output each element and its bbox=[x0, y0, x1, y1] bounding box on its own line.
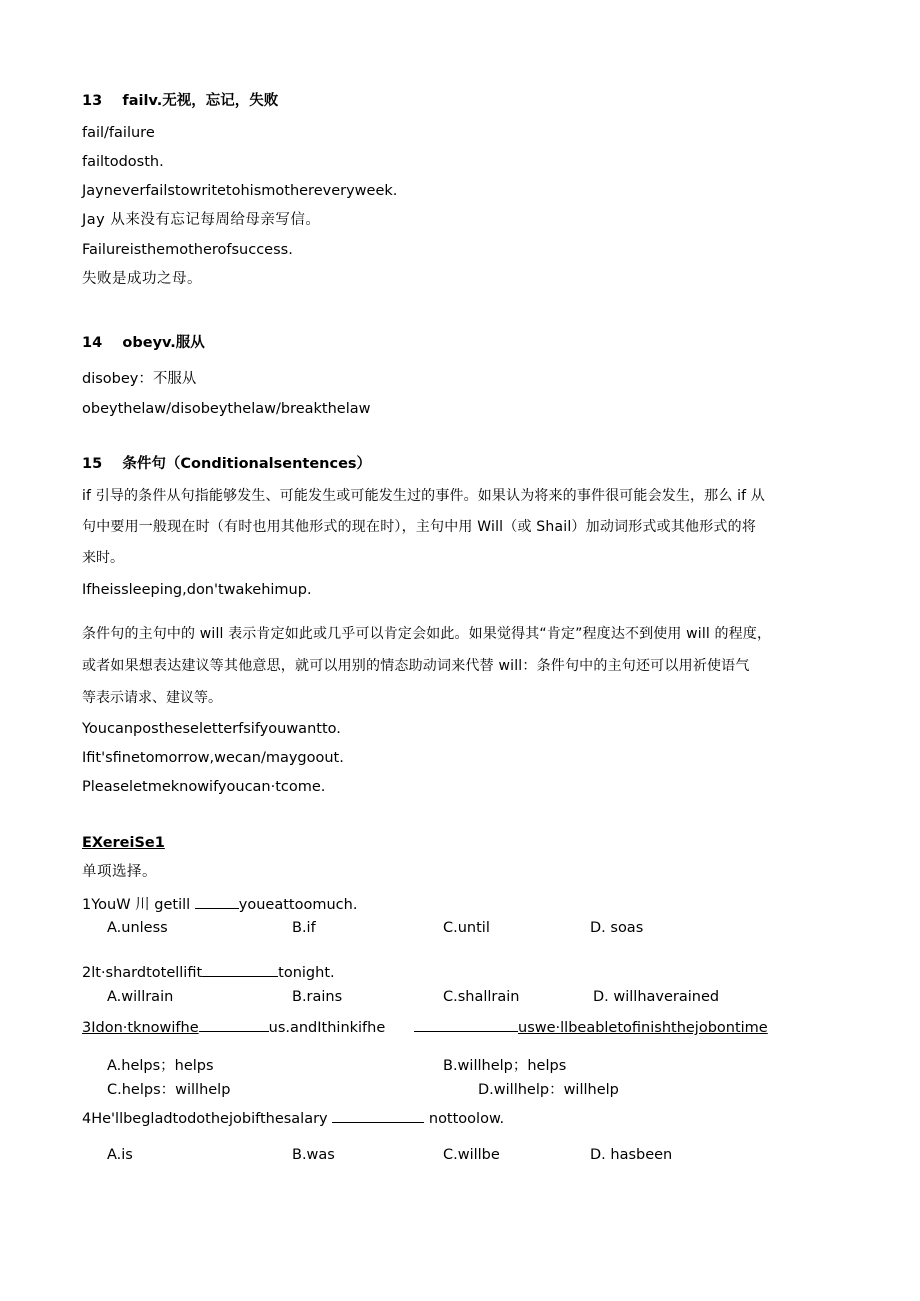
sec15-para2-line-2: 或者如果想表达建议等其他意思，就可以用别的情态助动词来代替 will：条件句中的主句还可以用祈使语气 bbox=[82, 658, 750, 674]
q4-option-a[interactable]: A.is bbox=[107, 1147, 133, 1163]
section-14-number: 14 bbox=[82, 335, 103, 351]
sec13-line-6: 失败是成功之母。 bbox=[82, 271, 202, 287]
q2-option-a[interactable]: A.willrain bbox=[107, 989, 174, 1005]
question-4 bbox=[82, 1108, 504, 1129]
q1-option-c[interactable]: C.until bbox=[443, 920, 490, 936]
q4-blank[interactable] bbox=[332, 1108, 424, 1123]
sec15-para1-line-2: 句中要用一般现在时（有时也用其他形式的现在时），主句中用 Will（或 Shail）加动词形式或其他形式的将 bbox=[82, 519, 757, 535]
q1-blank[interactable] bbox=[195, 894, 239, 909]
q3-blank-1[interactable] bbox=[199, 1017, 269, 1032]
section-13-title: failv.无视，忘记，失败 bbox=[122, 93, 279, 109]
section-15-number: 15 bbox=[82, 456, 103, 472]
section-15-heading bbox=[82, 454, 371, 474]
question-3 bbox=[82, 1017, 385, 1038]
q3-option-d[interactable]: D.willhelp：willhelp bbox=[478, 1082, 619, 1098]
q2-stem-end: tonight. bbox=[278, 965, 335, 981]
section-14-heading bbox=[82, 333, 205, 353]
q3-option-a[interactable]: A.helps；helps bbox=[107, 1058, 214, 1074]
q1-stem-end: youeattoomuch. bbox=[238, 897, 358, 913]
q3-option-c[interactable]: C.helps：willhelp bbox=[107, 1082, 231, 1098]
q4-stem-end: nottoolow. bbox=[428, 1111, 505, 1127]
q2-option-d[interactable]: D. willhaverained bbox=[593, 989, 720, 1005]
exercise-instruction: 单项选择。 bbox=[82, 864, 157, 880]
sec15-example-3: Ifit'sfinetomorrow,wecan/maygoout. bbox=[82, 750, 344, 766]
sec14-line-1: disobey：不服从 bbox=[82, 371, 197, 387]
sec15-para2-line-3: 等表示请求、建议等。 bbox=[82, 690, 222, 706]
section-15-title: 条件句（Conditionalsentences） bbox=[122, 456, 372, 472]
q1-option-b[interactable]: B.if bbox=[292, 920, 316, 936]
exercise-title: EXereiSe1 bbox=[82, 835, 165, 851]
q4-option-c[interactable]: C.willbe bbox=[443, 1147, 500, 1163]
sec15-para2-line-1: 条件句的主句中的 will 表示肯定如此或几乎可以肯定会如此。如果觉得其“肯定”程度达不到使用 will 的程度， bbox=[82, 626, 772, 642]
sec13-line-3: Jayneverfailstowritetohismothereveryweek. bbox=[82, 183, 398, 199]
q4-option-b[interactable]: B.was bbox=[292, 1147, 335, 1163]
sec13-line-5: Failureisthemotherofsuccess. bbox=[82, 242, 293, 258]
question-1 bbox=[82, 894, 357, 915]
q2-option-b[interactable]: B.rains bbox=[292, 989, 343, 1005]
q3-blank-2[interactable] bbox=[414, 1017, 518, 1032]
q3-continuation bbox=[414, 1017, 768, 1038]
q4-option-d[interactable]: D. hasbeen bbox=[590, 1147, 673, 1163]
sec15-example-2: Youcanpostheseletterfsifyouwantto. bbox=[82, 721, 341, 737]
q4-stem-start: 4He'llbegladtodothejobifthesalary bbox=[82, 1111, 328, 1127]
question-2 bbox=[82, 962, 335, 983]
q2-option-c[interactable]: C.shallrain bbox=[443, 989, 520, 1005]
sec15-example-4: Pleaseletmeknowifyoucan·tcome. bbox=[82, 779, 326, 795]
sec15-example-1: Ifheissleeping,don'twakehimup. bbox=[82, 582, 312, 598]
sec13-line-4: Jay 从来没有忘记每周给母亲写信。 bbox=[82, 212, 321, 228]
section-14-title: obeyv.服从 bbox=[122, 335, 205, 351]
sec13-line-2: failtodosth. bbox=[82, 154, 164, 170]
q3-option-b[interactable]: B.willhelp；helps bbox=[443, 1058, 567, 1074]
q3-stem-part-3: uswe·llbeabletofinishthejobontime bbox=[518, 1020, 768, 1036]
q1-option-d[interactable]: D. soas bbox=[590, 920, 644, 936]
q1-stem-start: 1YouW 川 getill bbox=[82, 897, 191, 913]
section-13-number: 13 bbox=[82, 93, 103, 109]
section-13-heading bbox=[82, 91, 278, 111]
sec14-line-2: obeythelaw/disobeythelaw/breakthelaw bbox=[82, 401, 371, 417]
q2-stem-start: 2lt·shardtotellifit bbox=[82, 965, 203, 981]
q1-option-a[interactable]: A.unless bbox=[107, 920, 168, 936]
sec15-para1-line-1: if 引导的条件从句指能够发生、可能发生或可能发生过的事件。如果认为将来的事件很可能会发生，那么 if 从 bbox=[82, 488, 765, 504]
sec15-para1-line-3: 来时。 bbox=[82, 550, 124, 566]
q3-stem-part-2: us.andIthinkifhe bbox=[268, 1020, 386, 1036]
q2-blank[interactable] bbox=[202, 962, 278, 977]
sec13-line-1: fail/failure bbox=[82, 125, 155, 141]
q3-stem-part-1: 3Idon·tknowifhe bbox=[82, 1020, 199, 1036]
